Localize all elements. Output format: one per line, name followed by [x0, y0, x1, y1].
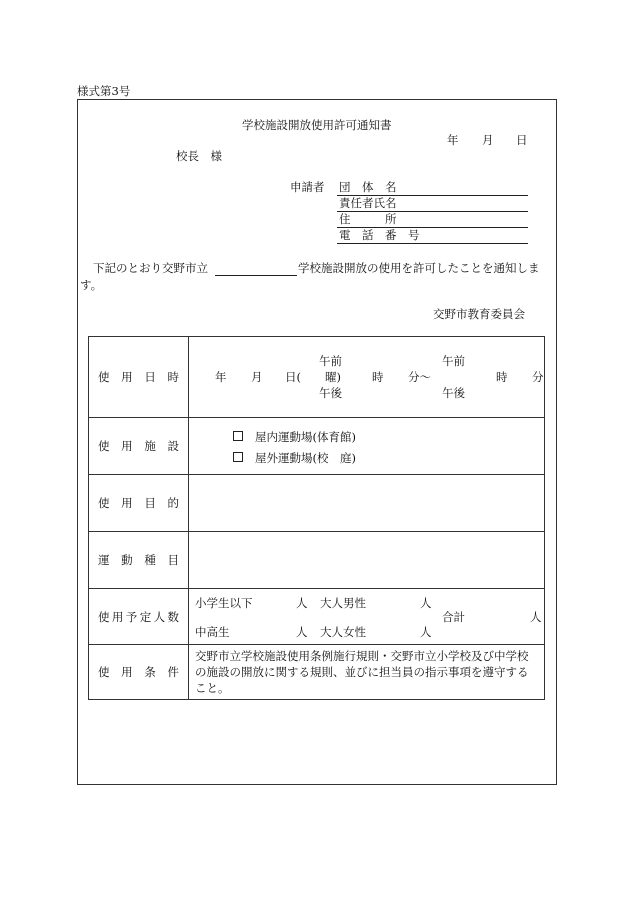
hour-label: 時 [372, 370, 384, 384]
label-cell-headcount [89, 589, 189, 645]
label-datetime: 使用日時 [98, 370, 179, 384]
row-headcount [89, 589, 545, 645]
total-label: 合計 [442, 610, 465, 624]
total-unit: 人 [530, 610, 542, 624]
facility-option-indoor[interactable] [233, 431, 356, 444]
document-title: 学校施設開放使用許可通知書 [242, 118, 392, 132]
label-sport: 運動種目 [98, 553, 179, 567]
hour-label-2: 時 [496, 370, 508, 384]
value-cell-sport[interactable] [189, 532, 545, 589]
label-cell-conditions [89, 645, 189, 700]
field-group-name: 団 体 名 [339, 180, 397, 194]
value-cell-facility [189, 418, 545, 475]
weekday-close-label: 曜) [325, 370, 341, 384]
form-number: 様式第3号 [77, 84, 131, 98]
date-day: 日 [516, 133, 528, 147]
value-cell-headcount [189, 589, 545, 645]
row-conditions [89, 645, 545, 700]
body-text-start: 下記のとおり交野市立 [93, 261, 208, 275]
junior-high-unit: 人 [296, 625, 308, 639]
am-label-1: 午前 [319, 354, 342, 368]
elementary-label: 小学生以下 [195, 596, 253, 610]
field-phone-underline [337, 243, 528, 244]
month-label: 月 [251, 370, 263, 384]
body-text-continuation: す。 [80, 278, 103, 292]
pm-label-2: 午後 [442, 386, 465, 400]
label-facility: 使用施設 [98, 439, 179, 453]
field-representative: 責任者氏名 [339, 196, 397, 210]
label-headcount: 使用予定人数 [98, 609, 179, 624]
year-label: 年 [215, 370, 227, 384]
row-purpose [89, 475, 545, 532]
applicant-label: 申請者 [290, 180, 325, 194]
minute-label-2: 分 [532, 370, 544, 384]
date-month: 月 [482, 133, 494, 147]
checkbox-icon[interactable] [233, 452, 243, 462]
conditions-line-1: 交野市立学校施設使用条例施行規則・交野市立小学校及び中学校 [195, 649, 529, 663]
field-address: 住 所 [339, 212, 397, 226]
label-cell-sport [89, 532, 189, 589]
label-cell-purpose [89, 475, 189, 532]
label-purpose: 使用目的 [98, 496, 179, 510]
adult-male-unit: 人 [420, 596, 432, 610]
date-year: 年 [447, 133, 459, 147]
label-cell-facility [89, 418, 189, 475]
facility-option-outdoor[interactable] [233, 452, 356, 465]
elementary-unit: 人 [296, 596, 308, 610]
day-open-label: 日( [285, 370, 301, 384]
row-sport [89, 532, 545, 589]
adult-female-label: 大人女性 [320, 625, 366, 639]
label-conditions: 使用条件 [98, 665, 179, 679]
value-cell-datetime [189, 337, 545, 418]
junior-high-label: 中高生 [195, 625, 230, 639]
value-cell-conditions [189, 645, 545, 700]
minute-tilde-label: 分～ [408, 370, 431, 384]
usage-table [88, 336, 545, 700]
facility-outdoor-label: 屋外運動場(校 庭) [255, 451, 356, 465]
conditions-line-3: こと。 [195, 681, 230, 695]
row-datetime [89, 337, 545, 418]
checkbox-icon[interactable] [233, 431, 243, 441]
addressee: 校長 様 [176, 149, 222, 163]
body-text-end: 学校施設開放の使用を許可したことを通知しま [298, 261, 540, 275]
facility-indoor-label: 屋内運動場(体育館) [255, 430, 356, 444]
label-cell-datetime [89, 337, 189, 418]
adult-female-unit: 人 [420, 625, 432, 639]
am-label-2: 午前 [442, 354, 465, 368]
pm-label-1: 午後 [319, 386, 342, 400]
row-facility [89, 418, 545, 475]
field-phone: 電 話 番 号 [339, 228, 420, 242]
school-name-blank [215, 275, 297, 276]
value-cell-purpose[interactable] [189, 475, 545, 532]
issuer: 交野市教育委員会 [433, 307, 525, 321]
adult-male-label: 大人男性 [320, 596, 366, 610]
conditions-line-2: の施設の開放に関する規則、並びに担当員の指示事項を遵守する [195, 665, 529, 679]
